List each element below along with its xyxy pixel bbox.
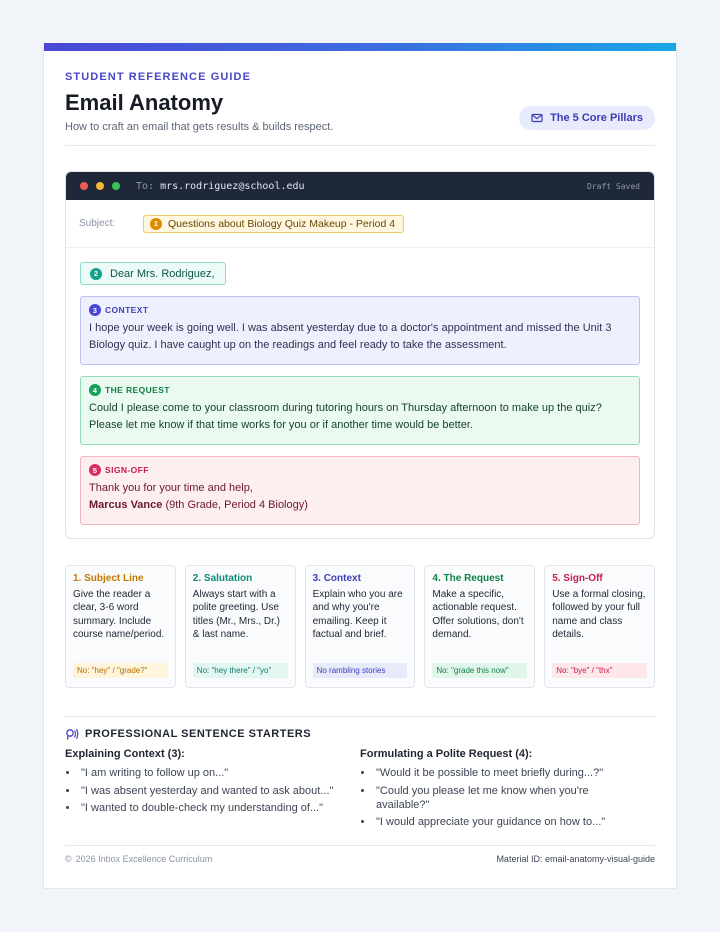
- close-dot-icon: [80, 182, 88, 190]
- header-divider: [65, 145, 655, 146]
- subject-chip: [143, 215, 404, 233]
- to-address: mrs.rodriguez@school.edu: [160, 180, 305, 192]
- request-label: THE REQUEST: [105, 385, 170, 395]
- context-starters-list: [65, 766, 360, 815]
- pillar-title: 1. Subject Line: [73, 573, 144, 584]
- list-item: • "I am writing to follow up on...": [79, 766, 360, 780]
- list-item: • "I wanted to double-check my understanding of...": [79, 801, 360, 815]
- pillar-tag: No: "hey" / "grade?": [73, 663, 168, 678]
- pillar-tag: No: "hey there" / "yo": [193, 663, 288, 678]
- pillar-title: 4. The Request: [432, 573, 504, 584]
- core-pillars-pill[interactable]: [519, 106, 655, 130]
- maximize-dot-icon: [112, 182, 120, 190]
- subject-row: [66, 200, 654, 248]
- step-number-badge: 2: [90, 268, 102, 280]
- starters-title: PROFESSIONAL SENTENCE STARTERS: [85, 728, 312, 740]
- signoff-name: Marcus Vance: [89, 499, 163, 511]
- request-starters: [360, 748, 655, 833]
- copyright-text: 2026 Inbox Excellence Curriculum: [75, 854, 213, 864]
- request-text: Could I please come to your classroom during tutoring hours on Thursday afternoon to make up the quiz? Please let me know if that time works for you or if another time would be better.: [89, 402, 602, 431]
- signoff-section: [80, 456, 640, 525]
- request-header: [89, 384, 631, 396]
- pill-label: The 5 Core Pillars: [550, 112, 643, 124]
- copyright-icon: ©: [65, 854, 72, 864]
- envelope-icon: [531, 112, 543, 124]
- signoff-line: Thank you for your time and help,: [89, 482, 253, 494]
- context-section: [80, 296, 640, 365]
- starters-columns: [65, 748, 655, 833]
- pillar-card-request: [424, 565, 535, 688]
- gradient-top-bar: [44, 43, 676, 51]
- reference-card: [43, 43, 677, 889]
- page-title: Email Anatomy: [65, 90, 224, 115]
- pillar-title: 3. Context: [312, 573, 361, 584]
- step-number-badge: 4: [89, 384, 101, 396]
- step-number-badge: 3: [89, 304, 101, 316]
- draft-status: Draft Saved: [587, 181, 640, 191]
- pillar-desc: Make a specific, actionable request. Offer solutions, don't demand.: [432, 589, 524, 641]
- context-starters-title: Explaining Context (3):: [65, 748, 185, 760]
- pillar-tag: No: "bye" / "thx": [552, 663, 647, 678]
- list-item: • "Would it be possible to meet briefly during...?": [374, 766, 655, 780]
- context-starters: [65, 748, 360, 833]
- page-subtitle: How to craft an email that gets results & builds respect.: [65, 121, 334, 133]
- pillar-desc: Give the reader a clear, 3-6 word summary. Include course name/period.: [73, 589, 165, 641]
- email-body: [66, 248, 654, 538]
- email-mockup: [65, 171, 655, 539]
- material-id: Material ID: email-anatomy-visual-guide: [496, 854, 655, 864]
- pillar-title: 5. Sign-Off: [552, 573, 603, 584]
- starters-heading: [65, 727, 655, 741]
- subject-label: Subject:: [79, 218, 116, 229]
- list-item: • "I was absent yesterday and wanted to ask about...": [79, 784, 360, 798]
- signoff-header: [89, 464, 631, 476]
- pillar-card-salutation: [185, 565, 296, 688]
- footer-divider: [65, 845, 655, 846]
- subject-text: Questions about Biology Quiz Makeup - Period 4: [168, 217, 396, 230]
- minimize-dot-icon: [96, 182, 104, 190]
- pillar-desc: Use a formal closing, followed by your full name and class details.: [552, 589, 646, 641]
- list-item: • "Could you please let me know when you're available?": [374, 784, 655, 812]
- step-number-badge: 1: [150, 218, 162, 230]
- pillar-tag: No: "grade this now": [432, 663, 527, 678]
- pillar-card-context: [305, 565, 416, 688]
- request-starters-list: [360, 766, 655, 829]
- pillar-desc: Explain who you are and why you're emailing. Keep it factual and brief.: [312, 589, 403, 641]
- context-label: CONTEXT: [105, 305, 149, 315]
- pillar-card-signoff: [544, 565, 655, 688]
- pillars-row: [65, 565, 655, 688]
- greeting-chip: [80, 262, 226, 285]
- context-text: I hope your week is going well. I was absent yesterday due to a doctor's appointment and missed the Unit 3 Biology quiz. I have caught up on the readings and feel ready to take the assessment.: [89, 322, 612, 351]
- signoff-details: (9th Grade, Period 4 Biology): [165, 499, 308, 511]
- speech-icon: [65, 727, 79, 741]
- signoff-label: SIGN-OFF: [105, 465, 149, 475]
- context-header: [89, 304, 631, 316]
- pillar-desc: Always start with a polite greeting. Use titles (Mr., Mrs., Dr.) & last name.: [192, 589, 281, 641]
- greeting-text: Dear Mrs. Rodriguez,: [110, 267, 215, 280]
- request-starters-title: Formulating a Polite Request (4):: [360, 748, 533, 760]
- pillar-tag: No rambling stories: [313, 663, 408, 678]
- footer-copyright: [65, 854, 212, 864]
- email-header-bar: [66, 172, 654, 200]
- signoff-text: [89, 480, 631, 514]
- pillar-title: 2. Salutation: [192, 573, 253, 584]
- request-section: [80, 376, 640, 445]
- list-item: • "I would appreciate your guidance on how to...": [374, 815, 655, 829]
- step-number-badge: 5: [89, 464, 101, 476]
- section-divider: [65, 716, 655, 717]
- pillar-card-subject: [65, 565, 176, 688]
- eyebrow-label: STUDENT REFERENCE GUIDE: [65, 71, 252, 83]
- to-label: To:: [136, 180, 155, 192]
